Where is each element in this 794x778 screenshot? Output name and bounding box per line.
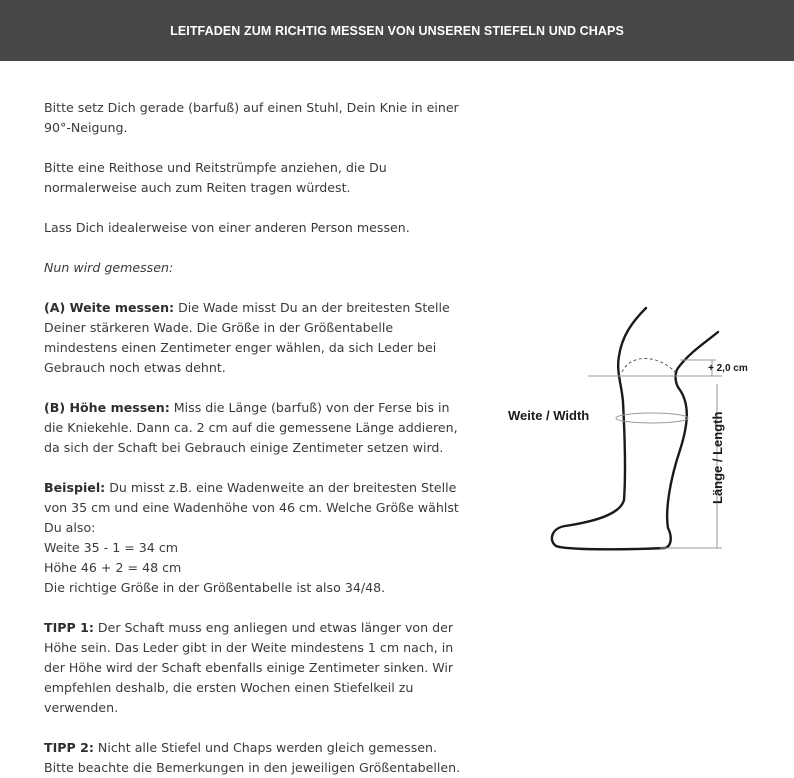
section-width-label: (A) Weite messen: (44, 300, 175, 315)
page-header (0, 0, 794, 61)
width-measurement-ellipse (616, 413, 688, 423)
intro-paragraph-3: Lass Dich idealerweise von einer anderen Person messen. (44, 220, 410, 235)
intro-paragraph-1: Bitte setz Dich gerade (barfuß) auf einen Stuhl, Dein Knie in einer 90°-Neigung. (44, 100, 459, 135)
tip-2-text: Nicht alle Stiefel und Chaps werden gleich gemessen. Bitte beachte die Bemerkungen in den jeweiligen Größentabellen. (44, 740, 461, 775)
tip-2 (44, 738, 464, 778)
example-line-width: Weite 35 - 1 = 34 cm (44, 540, 179, 555)
section-height-text: Miss die Länge (barfuß) von der Ferse bis in die Kniekehle. Dann ca. 2 cm auf die gemessene Länge addieren, da sich der Schaft bei Gebrauch einige Zentimeter setzen wird. (44, 400, 458, 455)
example-section (44, 478, 464, 598)
tip-2-label: TIPP 2: (44, 740, 94, 755)
intro-paragraph-2: Bitte eine Reithose und Reitstrümpfe anziehen, die Du normalerweise auch zum Reiten tragen würdest. (44, 160, 387, 195)
knee-bend-dashed-curve (622, 358, 675, 372)
extra-length-label: + 2,0 cm (708, 363, 748, 374)
section-height (44, 398, 464, 458)
measure-now-heading: Nun wird gemessen: (44, 260, 174, 275)
width-label: Weite / Width (508, 408, 590, 423)
length-label: Länge / Length (710, 411, 725, 504)
boot-outline (552, 308, 718, 549)
example-line-height: Höhe 46 + 2 = 48 cm (44, 560, 182, 575)
example-text: Du misst z.B. eine Wadenweite an der breitesten Stelle von 35 cm und eine Wadenhöhe von 46 cm. Welche Größe wählst Du also: (44, 480, 459, 535)
intro-paragraph-4 (44, 258, 464, 278)
section-width-text: Die Wade misst Du an der breitesten Stelle Deiner stärkeren Wade. Die Größe in der Größentabelle mindestens einen Zentimeter enger wählen, da sich Leder bei Gebrauch noch etwas dehnt. (44, 300, 450, 375)
section-height-label: (B) Höhe messen: (44, 400, 170, 415)
instructions-text (44, 98, 464, 778)
tip-1-label: TIPP 1: (44, 620, 94, 635)
page-title: LEITFADEN ZUM RICHTIG MESSEN VON UNSEREN STIEFELN UND CHAPS (170, 23, 624, 38)
boot-measurement-diagram (500, 300, 770, 570)
section-width (44, 298, 464, 378)
tip-1 (44, 618, 464, 718)
example-line-result: Die richtige Größe in der Größentabelle ist also 34/48. (44, 580, 386, 595)
example-label: Beispiel: (44, 480, 106, 495)
tip-1-text: Der Schaft muss eng anliegen und etwas länger von der Höhe sein. Das Leder gibt in der Weite mindestens 1 cm nach, in der Höhe wird der Schaft ebenfalls einige Zentimeter sinken. Wir empfehlen deshalb, die ersten Wochen einen Stiefelkeil zu verwenden. (44, 620, 454, 715)
